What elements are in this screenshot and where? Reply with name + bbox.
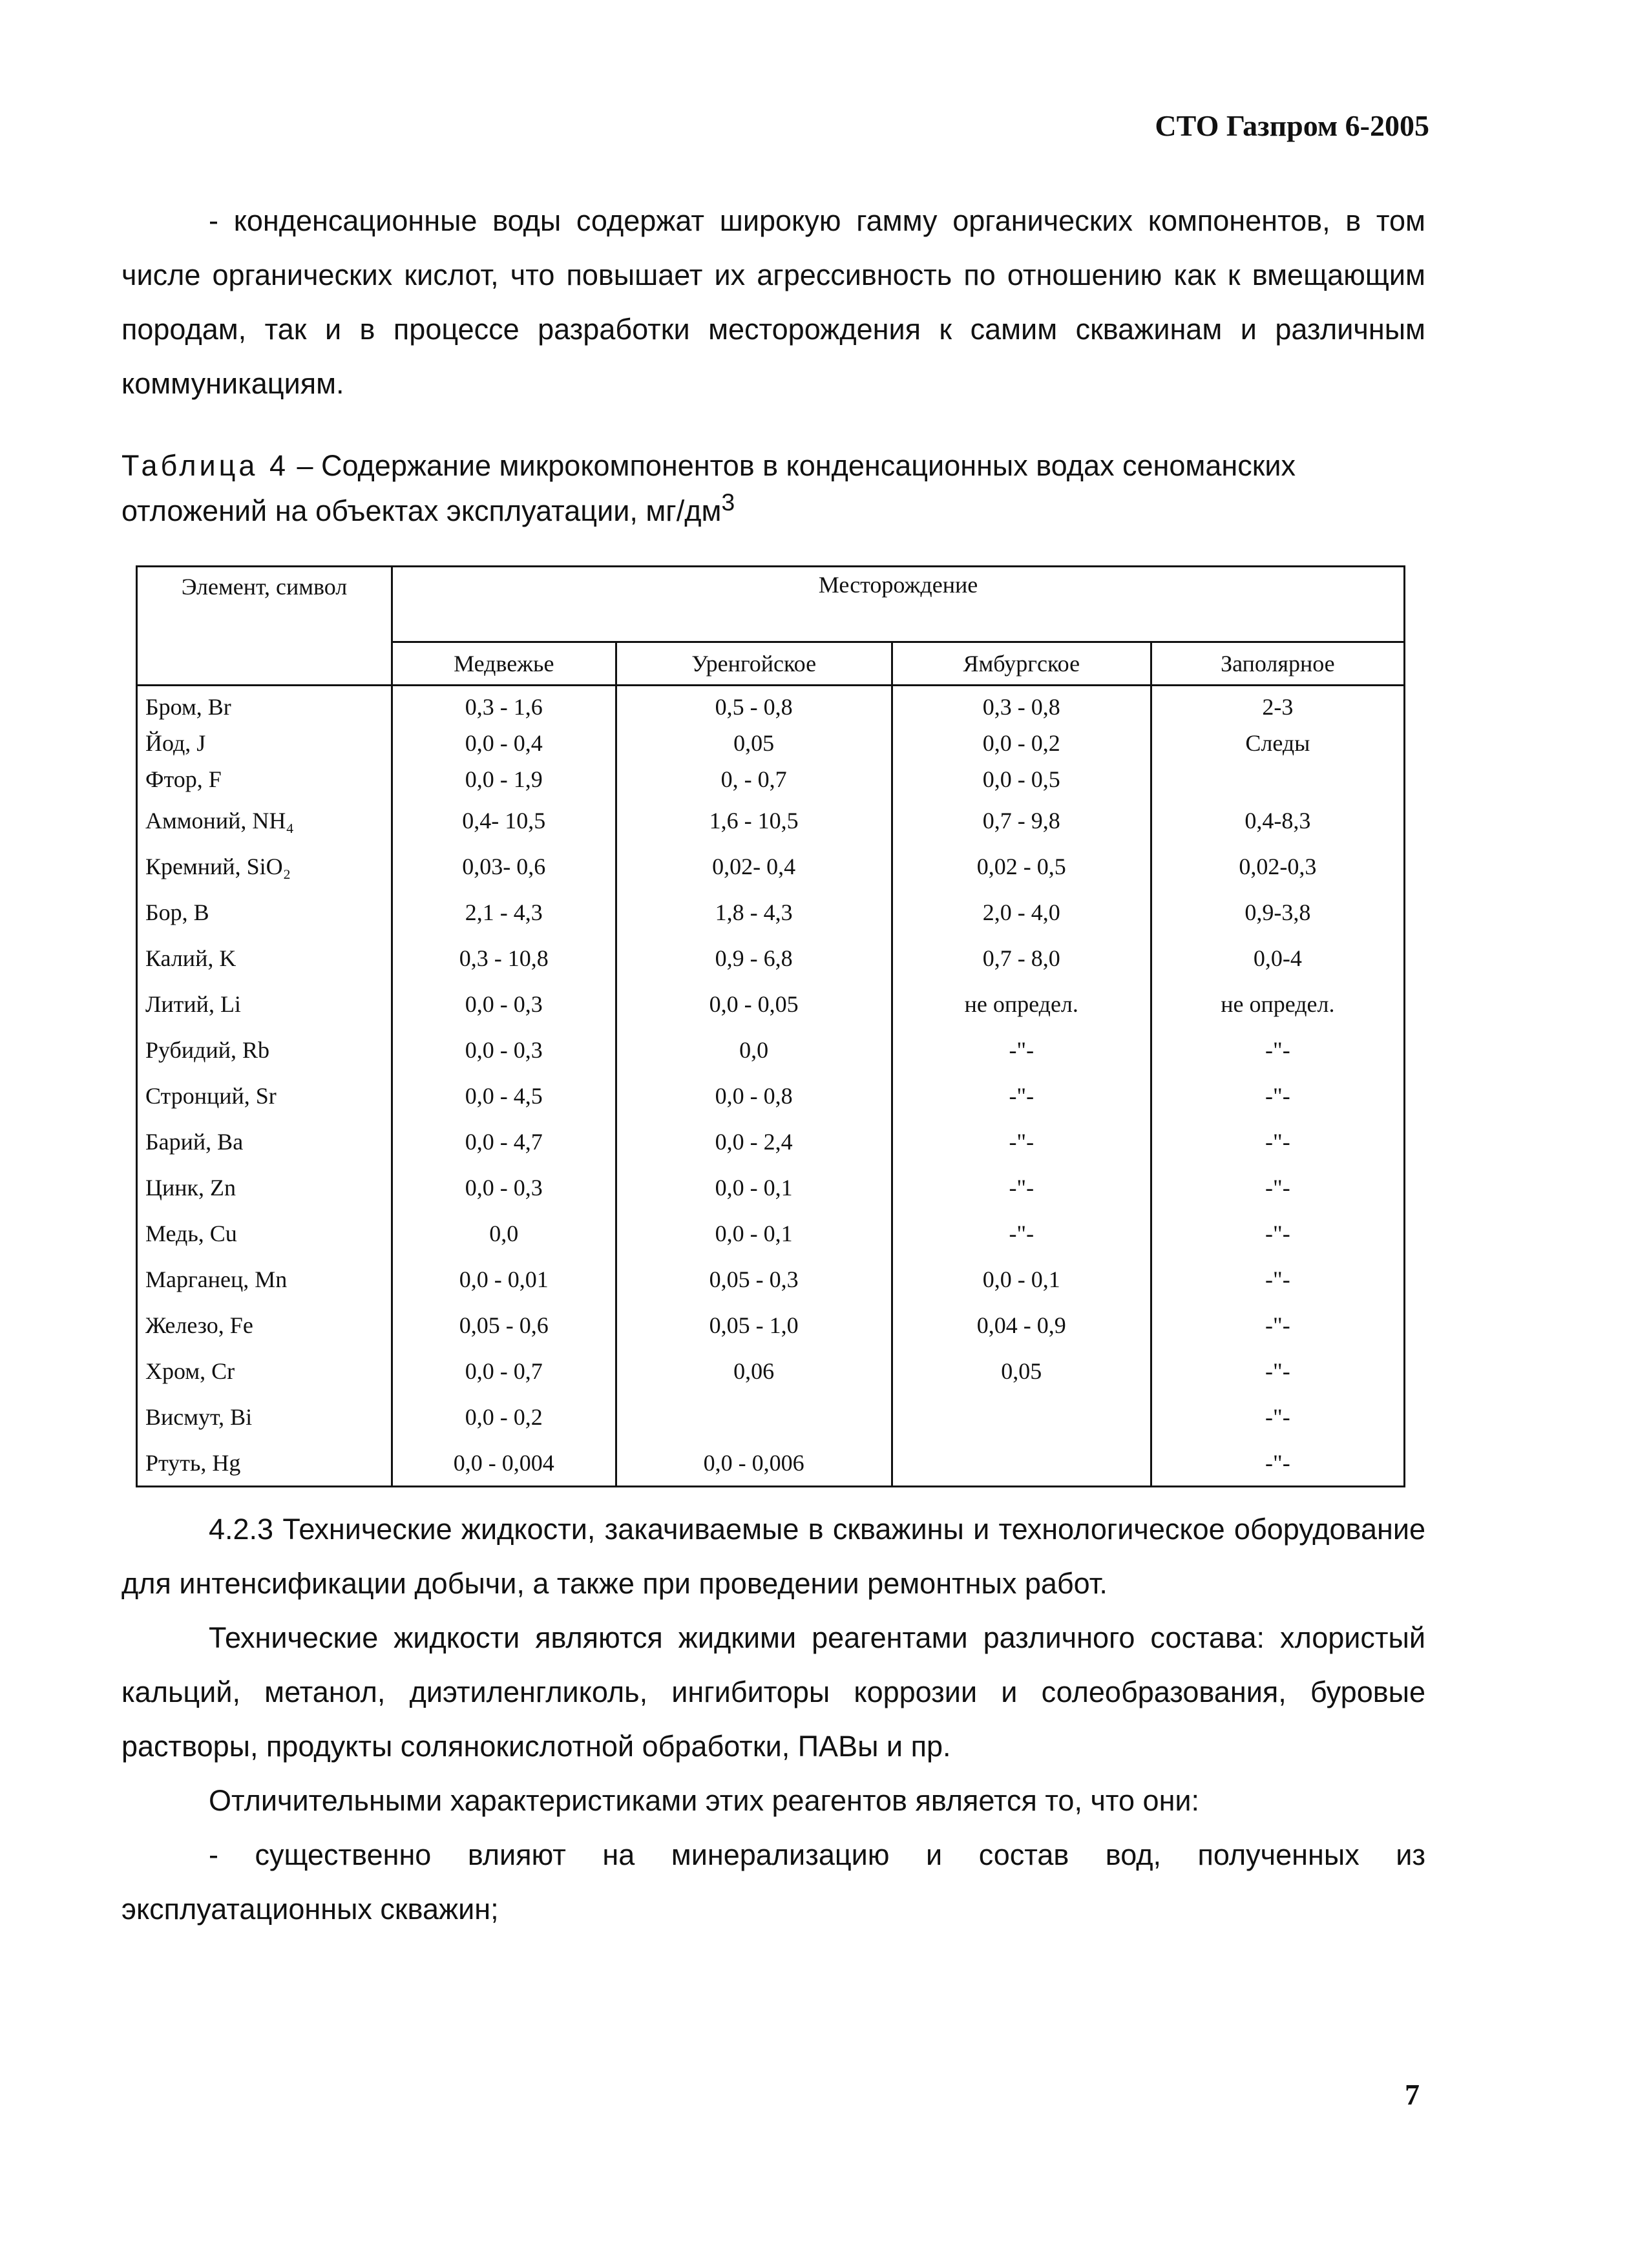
value-cell: -"-	[1151, 1210, 1404, 1256]
value-cell: -"-	[892, 1210, 1151, 1256]
table-row	[137, 843, 1405, 889]
value-cell: 0,9 - 6,8	[616, 935, 892, 981]
table-row	[137, 1164, 1405, 1210]
element-cell: Ртуть, Hg	[137, 1440, 392, 1487]
column-header-yamburgskoye: Ямбургское	[892, 642, 1151, 686]
paragraph-condensation-waters: - конденсационные воды содержат широкую гамму органических компонентов, в том числе органических кислот, что повышает их агрессивность по отношению как к вмещающим породам, так и в процессе разработки месторождения к самим скважинам и различным коммуникациям.	[121, 204, 1425, 400]
value-cell: -"-	[1151, 1394, 1404, 1440]
table-row	[137, 1256, 1405, 1302]
value-cell: 0,05 - 1,0	[616, 1302, 892, 1348]
table-row	[137, 1348, 1405, 1394]
value-cell: 0,7 - 8,0	[892, 935, 1151, 981]
value-cell: 0,9-3,8	[1151, 889, 1404, 935]
value-cell: -"-	[1151, 1118, 1404, 1164]
value-cell: 0,0 - 0,3	[392, 1164, 616, 1210]
value-cell: 0,0 - 0,004	[392, 1440, 616, 1487]
value-cell	[892, 1394, 1151, 1440]
table-caption	[121, 448, 1401, 529]
element-cell: Марганец, Mn	[137, 1256, 392, 1302]
value-cell: 0,05 - 0,6	[392, 1302, 616, 1348]
value-cell: Следы	[1151, 725, 1404, 761]
element-cell: Калий, K	[137, 935, 392, 981]
value-cell: 0,0 - 0,1	[616, 1210, 892, 1256]
table-row	[137, 686, 1405, 726]
value-cell: 0,5 - 0,8	[616, 686, 892, 726]
value-cell: 0,05 - 0,3	[616, 1256, 892, 1302]
page-number: 7	[1405, 2078, 1420, 2111]
element-cell: Медь, Cu	[137, 1210, 392, 1256]
value-cell: -"-	[1151, 1073, 1404, 1118]
element-cell: Железо, Fe	[137, 1302, 392, 1348]
value-cell: 0,0 - 0,3	[392, 981, 616, 1027]
value-cell: 2,1 - 4,3	[392, 889, 616, 935]
table-row	[137, 1118, 1405, 1164]
value-cell: -"-	[892, 1118, 1151, 1164]
value-cell: -"-	[1151, 1440, 1404, 1487]
value-cell: 0,0 - 0,2	[892, 725, 1151, 761]
value-cell: 0,4-8,3	[1151, 797, 1404, 843]
column-header-zapolyarnoye: Заполярное	[1151, 642, 1404, 686]
element-cell: Кремний, SiO₂	[137, 843, 392, 889]
value-cell: -"-	[1151, 1348, 1404, 1394]
element-cell: Цинк, Zn	[137, 1164, 392, 1210]
value-cell: 2-3	[1151, 686, 1404, 726]
table-row	[137, 761, 1405, 797]
value-cell: не определ.	[1151, 981, 1404, 1027]
value-cell: 0,7 - 9,8	[892, 797, 1151, 843]
value-cell: 0,3 - 0,8	[892, 686, 1151, 726]
paragraph-technical-fluids-composition: Технические жидкости являются жидкими реагентами различного состава: хлористый кальций, метанол, диэтиленгликоль, ингибиторы коррозии и солеобразования, буровые растворы, продукты солянокислотной обработки, ПАВы и пр.	[121, 1621, 1425, 1763]
value-cell: 0,0 - 2,4	[616, 1118, 892, 1164]
value-cell: 0,02-0,3	[1151, 843, 1404, 889]
value-cell: 0,0	[392, 1210, 616, 1256]
value-cell: 0,0 - 0,4	[392, 725, 616, 761]
element-cell: Бром, Br	[137, 686, 392, 726]
element-cell: Хром, Cr	[137, 1348, 392, 1394]
table-row	[137, 935, 1405, 981]
value-cell: 0,0 - 0,8	[616, 1073, 892, 1118]
table-body	[137, 686, 1405, 1487]
value-cell: 0,0 - 0,1	[616, 1164, 892, 1210]
table-row	[137, 1073, 1405, 1118]
element-cell: Бор, B	[137, 889, 392, 935]
column-header-medvezhye: Медвежье	[392, 642, 616, 686]
table-row	[137, 797, 1405, 843]
element-cell: Висмут, Bi	[137, 1394, 392, 1440]
element-cell: Рубидий, Rb	[137, 1027, 392, 1073]
value-cell: 0,05	[892, 1348, 1151, 1394]
table-caption-label: Таблица 4	[121, 449, 289, 482]
table-row	[137, 725, 1405, 761]
paragraph-technical-fluids-heading: 4.2.3 Технические жидкости, закачиваемые в скважины и технологическое оборудование для интенсификации добычи, а также при проведении ремонтных работ.	[121, 1513, 1425, 1600]
value-cell: -"-	[1151, 1302, 1404, 1348]
document-header: СТО Газпром 6-2005	[1155, 109, 1429, 142]
column-header-field: Месторождение	[392, 567, 1405, 642]
value-cell: 0,3 - 1,6	[392, 686, 616, 726]
paragraph-reagent-characteristics: Отличительными характеристиками этих реагентов является то, что они:	[209, 1784, 1200, 1817]
value-cell: 0,0 - 0,006	[616, 1440, 892, 1487]
table-row	[137, 981, 1405, 1027]
value-cell: 0,06	[616, 1348, 892, 1394]
element-cell: Стронций, Sr	[137, 1073, 392, 1118]
table-row	[137, 1440, 1405, 1487]
value-cell: -"-	[892, 1073, 1151, 1118]
value-cell: 0,0 - 0,01	[392, 1256, 616, 1302]
element-cell: Аммоний, NH₄	[137, 797, 392, 843]
value-cell: 0,0 - 1,9	[392, 761, 616, 797]
element-cell: Литий, Li	[137, 981, 392, 1027]
value-cell: 0,03- 0,6	[392, 843, 616, 889]
column-header-element: Элемент, символ	[137, 567, 392, 686]
value-cell: 0,02 - 0,5	[892, 843, 1151, 889]
value-cell: 0, - 0,7	[616, 761, 892, 797]
table-row	[137, 1302, 1405, 1348]
value-cell: 0,0 - 0,3	[392, 1027, 616, 1073]
value-cell: 0,4- 10,5	[392, 797, 616, 843]
value-cell: 0,0 - 4,5	[392, 1073, 616, 1118]
table-caption-text: – Содержание микрокомпонентов в конденсационных водах сеноманских отложений на объектах эксплуатации, мг/дм	[121, 449, 1296, 527]
paragraph-mineralization-effect: - существенно влияют на минерализацию и состав вод, полученных из эксплуатационных скважин;	[121, 1838, 1425, 1926]
value-cell: 0,0-4	[1151, 935, 1404, 981]
element-cell: Барий, Ba	[137, 1118, 392, 1164]
value-cell: -"-	[892, 1164, 1151, 1210]
value-cell: не определ.	[892, 981, 1151, 1027]
value-cell: -"-	[1151, 1256, 1404, 1302]
value-cell: -"-	[1151, 1164, 1404, 1210]
column-header-urengoyskoye: Уренгойское	[616, 642, 892, 686]
value-cell: 0,3 - 10,8	[392, 935, 616, 981]
value-cell: 1,8 - 4,3	[616, 889, 892, 935]
value-cell	[892, 1440, 1151, 1487]
value-cell: 0,05	[616, 725, 892, 761]
table-row	[137, 1394, 1405, 1440]
value-cell: 0,0 - 0,2	[392, 1394, 616, 1440]
microcomponents-table	[136, 565, 1405, 1487]
value-cell: 0,0 - 0,1	[892, 1256, 1151, 1302]
element-cell: Йод, J	[137, 725, 392, 761]
value-cell: 0,0 - 4,7	[392, 1118, 616, 1164]
value-cell: 0,02- 0,4	[616, 843, 892, 889]
table-row	[137, 1027, 1405, 1073]
value-cell: 0,0 - 0,5	[892, 761, 1151, 797]
value-cell: 2,0 - 4,0	[892, 889, 1151, 935]
table-caption-sup: 3	[721, 488, 735, 516]
value-cell: 0,0 - 0,7	[392, 1348, 616, 1394]
value-cell: -"-	[892, 1027, 1151, 1073]
value-cell: -"-	[1151, 1027, 1404, 1073]
element-cell: Фтор, F	[137, 761, 392, 797]
value-cell	[616, 1394, 892, 1440]
table-row	[137, 1210, 1405, 1256]
value-cell: 0,0 - 0,05	[616, 981, 892, 1027]
value-cell: 0,0	[616, 1027, 892, 1073]
value-cell: 1,6 - 10,5	[616, 797, 892, 843]
value-cell: 0,04 - 0,9	[892, 1302, 1151, 1348]
value-cell	[1151, 761, 1404, 797]
table-row	[137, 889, 1405, 935]
